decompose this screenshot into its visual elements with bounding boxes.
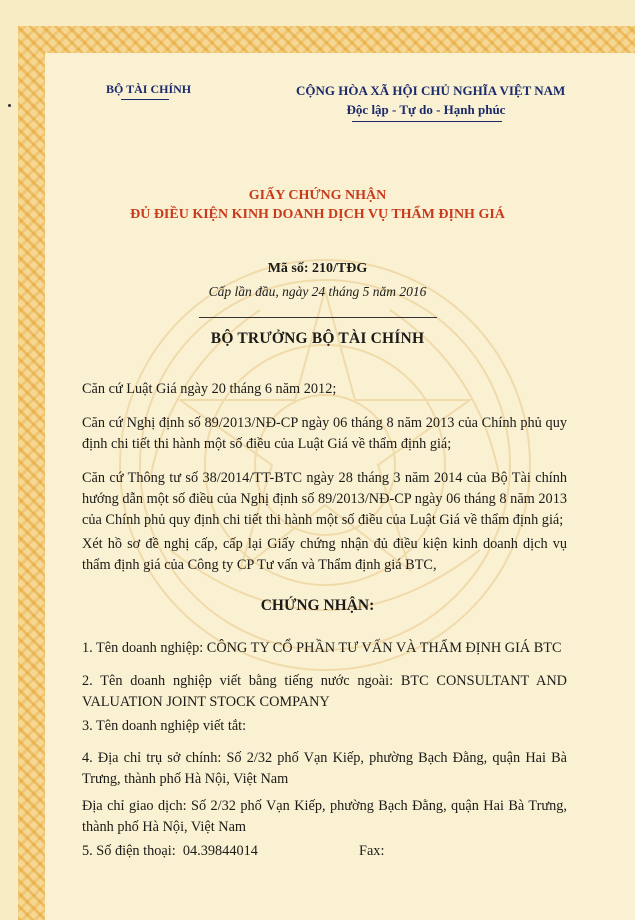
- headquarters-address: 4. Địa chỉ trụ sở chính: Số 2/32 phố Vạn Kiếp, phường Bạch Đằng, quận Hai Bà Trưng, thành phố Hà Nội, Việt Nam: [82, 750, 567, 787]
- motto-underline: [352, 121, 502, 122]
- issue-date: Cấp lần đầu, ngày 24 tháng 5 năm 2016: [208, 284, 427, 299]
- country-name: CỘNG HÒA XÃ HỘI CHỦ NGHĨA VIỆT NAM: [296, 83, 566, 98]
- legal-basis-1: Căn cứ Luật Giá ngày 20 tháng 6 năm 2012;: [82, 381, 337, 397]
- certificate-code: Mã số: 210/TĐG: [267, 261, 368, 276]
- fax-number: Fax:: [359, 843, 385, 859]
- certificate-subtitle: ĐỦ ĐIỀU KIỆN KINH DOANH DỊCH VỤ THẨM ĐỊNH GIÁ: [130, 207, 505, 222]
- phone-number: 5. Số điện thoại: 04.39844014: [82, 843, 258, 859]
- separator-line: [199, 317, 437, 318]
- transaction-address: Địa chỉ giao dịch: Số 2/32 phố Vạn Kiếp, phường Bạch Đằng, quận Hai Bà Trưng, thành phố Hà Nội, Việt Nam: [82, 798, 567, 835]
- scan-speck: [8, 104, 11, 107]
- legal-basis-3: Căn cứ Thông tư số 38/2014/TT-BTC ngày 28 tháng 3 năm 2014 của Bộ Tài chính hướng dẫn một số điều của Nghị định số 89/2013/NĐ-CP ngày 06 tháng 8 năm 2013 của Chính phủ quy định chi tiết thi hành một số điều của Luật Giá về thẩm định giá;: [82, 470, 567, 528]
- company-short-name: 3. Tên doanh nghiệp viết tắt:: [82, 718, 247, 734]
- company-foreign-name: 2. Tên doanh nghiệp viết bằng tiếng nước ngoài: BTC CONSULTANT AND VALUATION JOINT STOCK COMPANY: [82, 673, 567, 710]
- minister-heading: BỘ TRƯỞNG BỘ TÀI CHÍNH: [210, 330, 425, 347]
- certify-heading: CHỨNG NHẬN:: [260, 597, 375, 614]
- company-name: 1. Tên doanh nghiệp: CÔNG TY CỔ PHẦN TƯ VẤN VÀ THẨM ĐỊNH GIÁ BTC: [82, 640, 562, 656]
- legal-basis-4: Xét hồ sơ đề nghị cấp, cấp lại Giấy chứng nhận đủ điều kiện kinh doanh dịch vụ thẩm định giá của Công ty CP Tư vấn và Thẩm định giá BTC,: [82, 536, 567, 573]
- national-motto: Độc lập - Tự do - Hạnh phúc: [346, 102, 506, 117]
- legal-basis-2: Căn cứ Nghị định số 89/2013/NĐ-CP ngày 06 tháng 8 năm 2013 của Chính phủ quy định chi tiết thi hành một số điều của Luật Giá về thẩm định giá;: [82, 415, 567, 452]
- ministry-underline: [121, 99, 169, 100]
- issuing-ministry: BỘ TÀI CHÍNH: [106, 82, 192, 96]
- certificate-title: GIẤY CHỨNG NHẬN: [248, 188, 387, 203]
